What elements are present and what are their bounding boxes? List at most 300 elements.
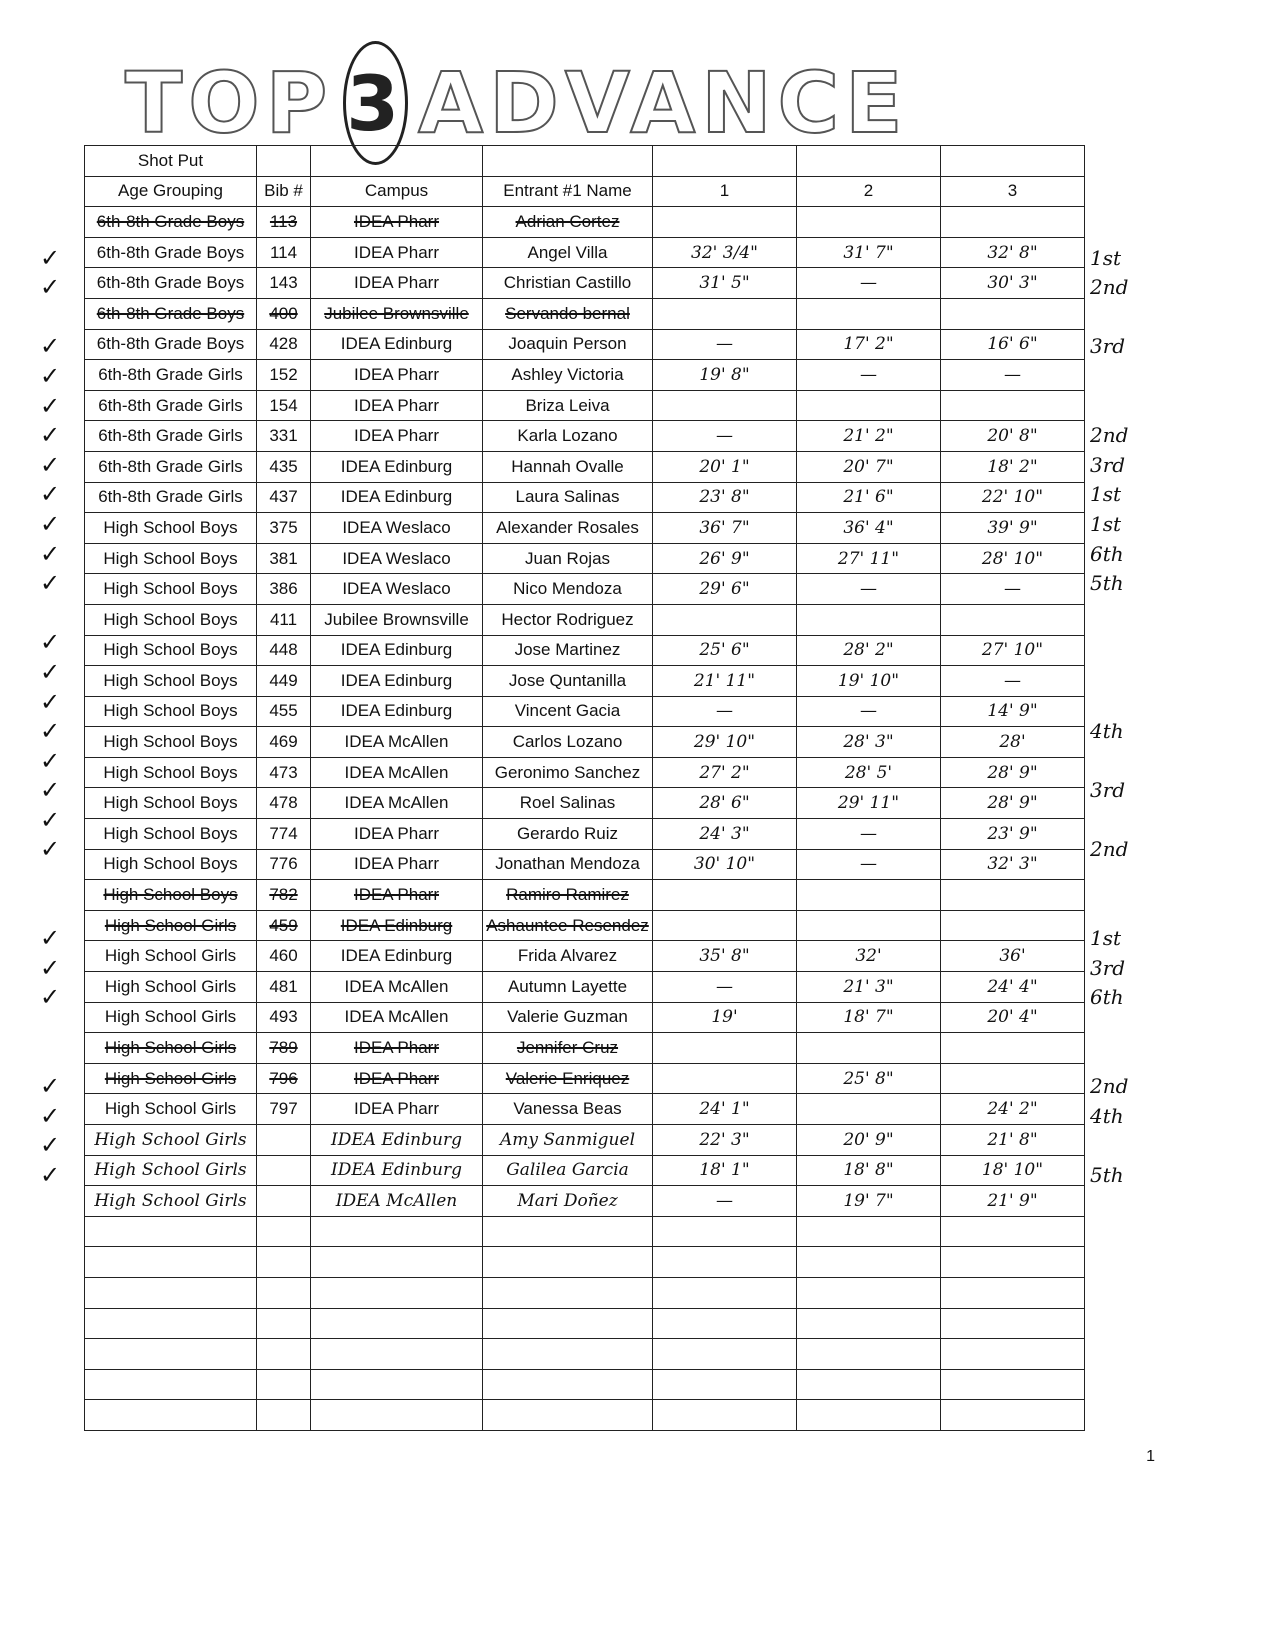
bib-cell: 381 <box>257 543 311 574</box>
bib-cell: 113 <box>257 207 311 238</box>
entrant-name-cell: Nico Mendoza <box>483 574 653 605</box>
check-mark <box>40 1043 80 1073</box>
attempt-1-cell: 29' 6" <box>653 574 797 605</box>
attempt-2-cell <box>797 880 941 911</box>
check-mark: ✓ <box>40 569 61 598</box>
placement-note: 6th <box>1090 985 1124 1010</box>
table-row <box>85 910 1085 941</box>
bib-cell: 796 <box>257 1063 311 1094</box>
bib-cell: 481 <box>257 972 311 1003</box>
attempt-1-cell: 36' 7" <box>653 513 797 544</box>
bib-cell: 789 <box>257 1033 311 1064</box>
banner-advance: ADVANCE <box>418 54 909 152</box>
bib-cell: 435 <box>257 451 311 482</box>
table-row <box>85 482 1085 513</box>
entrant-name-cell: Autumn Layette <box>483 972 653 1003</box>
attempt-2-cell: — <box>797 574 941 605</box>
table-row <box>85 788 1085 819</box>
age-grouping-cell: High School Boys <box>85 849 257 880</box>
attempt-2-cell: 17' 2" <box>797 329 941 360</box>
attempt-3-cell: — <box>941 574 1085 605</box>
age-grouping-cell: High School Girls <box>85 1155 257 1186</box>
attempt-3-cell: 39' 9" <box>941 513 1085 544</box>
bib-cell: 782 <box>257 880 311 911</box>
table-row <box>85 1063 1085 1094</box>
bib-cell: 469 <box>257 727 311 758</box>
age-grouping-cell: 6th-8th Grade Girls <box>85 421 257 452</box>
attempt-2-cell: 20' 7" <box>797 451 941 482</box>
banner-circled-number: 3 <box>343 41 408 165</box>
table-row <box>85 451 1085 482</box>
entrant-name-cell: Briza Leiva <box>483 390 653 421</box>
attempt-3-cell: 21' 8" <box>941 1125 1085 1156</box>
placement-note: 4th <box>1090 719 1124 744</box>
bib-cell: 437 <box>257 482 311 513</box>
banner-top: TOP <box>125 54 334 152</box>
campus-cell: IDEA Pharr <box>311 237 483 268</box>
header-campus: Campus <box>311 176 483 207</box>
check-mark: ✓ <box>40 243 61 272</box>
attempt-1-cell <box>653 880 797 911</box>
entrant-name-cell: Ramiro Ramirez <box>483 880 653 911</box>
attempt-2-cell: 31' 7" <box>797 237 941 268</box>
check-mark: ✓ <box>40 273 61 302</box>
attempt-1-cell <box>653 1063 797 1094</box>
bib-cell: 400 <box>257 298 311 329</box>
attempt-3-cell: 32' 3" <box>941 849 1085 880</box>
attempt-3-cell <box>941 1033 1085 1064</box>
bib-cell: 386 <box>257 574 311 605</box>
attempt-3-cell: 28' 9" <box>941 757 1085 788</box>
attempt-1-cell: 20' 1" <box>653 451 797 482</box>
entrant-name-cell: Jonathan Mendoza <box>483 849 653 880</box>
age-grouping-cell: High School Girls <box>85 910 257 941</box>
table-row <box>85 421 1085 452</box>
attempt-1-cell: 18' 1" <box>653 1155 797 1186</box>
attempt-2-cell <box>797 1033 941 1064</box>
bib-cell: 797 <box>257 1094 311 1125</box>
check-mark: ✓ <box>40 450 61 479</box>
empty-row <box>85 1369 1085 1400</box>
attempt-2-cell <box>797 604 941 635</box>
check-mark: ✓ <box>40 776 61 805</box>
attempt-3-cell: 20' 4" <box>941 1002 1085 1033</box>
entrant-name-cell: Joaquin Person <box>483 329 653 360</box>
campus-cell: IDEA Edinburg <box>311 1125 483 1156</box>
attempt-2-cell: 18' 7" <box>797 1002 941 1033</box>
age-grouping-cell: High School Girls <box>85 972 257 1003</box>
page-number: 1 <box>1146 1448 1155 1465</box>
age-grouping-cell: High School Boys <box>85 666 257 697</box>
placement-note: 3rd <box>1090 452 1126 477</box>
attempt-1-cell: 24' 1" <box>653 1094 797 1125</box>
bib-cell: 460 <box>257 941 311 972</box>
age-grouping-cell: High School Boys <box>85 757 257 788</box>
attempt-1-cell <box>653 298 797 329</box>
empty-row <box>85 1216 1085 1247</box>
entrant-name-cell: Geronimo Sanchez <box>483 757 653 788</box>
placement-note: 2nd <box>1090 837 1129 862</box>
campus-cell: IDEA Pharr <box>311 421 483 452</box>
attempt-3-cell: 20' 8" <box>941 421 1085 452</box>
attempt-3-cell: 18' 10" <box>941 1155 1085 1186</box>
attempt-1-cell: 21' 11" <box>653 666 797 697</box>
bib-cell <box>257 1155 311 1186</box>
attempt-1-cell: — <box>653 421 797 452</box>
campus-cell: IDEA McAllen <box>311 727 483 758</box>
placement-note: 5th <box>1090 1163 1124 1187</box>
bib-cell: 428 <box>257 329 311 360</box>
entrant-name-cell: Jose Martinez <box>483 635 653 666</box>
entrant-name-cell: Gerardo Ruiz <box>483 819 653 850</box>
table-row <box>85 1033 1085 1064</box>
campus-cell: IDEA Edinburg <box>311 482 483 513</box>
placement-note: 1st <box>1090 245 1122 270</box>
attempt-1-cell: 29' 10" <box>653 727 797 758</box>
placement-note: 1st <box>1090 511 1122 536</box>
campus-cell: IDEA Edinburg <box>311 941 483 972</box>
table-row <box>85 757 1085 788</box>
attempt-3-cell <box>941 910 1085 941</box>
table-row <box>85 268 1085 299</box>
table-row <box>85 1186 1085 1217</box>
attempt-2-cell: 36' 4" <box>797 513 941 544</box>
campus-cell: IDEA Edinburg <box>311 1155 483 1186</box>
bib-cell: 411 <box>257 604 311 635</box>
bib-cell: 331 <box>257 421 311 452</box>
age-grouping-cell: 6th-8th Grade Boys <box>85 268 257 299</box>
campus-cell: IDEA Weslaco <box>311 574 483 605</box>
placement-note: 6th <box>1090 541 1124 566</box>
entrant-name-cell: Ashley Victoria <box>483 360 653 391</box>
attempt-1-cell: 35' 8" <box>653 941 797 972</box>
campus-cell: IDEA Weslaco <box>311 513 483 544</box>
placement-note <box>1090 688 1180 718</box>
table-row <box>85 237 1085 268</box>
table-row <box>85 1094 1085 1125</box>
check-mark <box>40 599 80 629</box>
check-mark: ✓ <box>40 657 61 686</box>
attempt-2-cell: — <box>797 849 941 880</box>
age-grouping-cell: High School Boys <box>85 635 257 666</box>
attempt-1-cell: 24' 3" <box>653 819 797 850</box>
placement-note <box>1090 628 1180 658</box>
campus-cell: IDEA Edinburg <box>311 451 483 482</box>
age-grouping-cell: 6th-8th Grade Boys <box>85 207 257 238</box>
check-mark: ✓ <box>40 835 61 864</box>
check-mark: ✓ <box>40 421 61 450</box>
check-mark: ✓ <box>40 687 61 716</box>
attempt-1-cell: 31' 5" <box>653 268 797 299</box>
check-mark: ✓ <box>40 332 61 361</box>
age-grouping-cell: High School Girls <box>85 941 257 972</box>
table-row <box>85 880 1085 911</box>
table-row <box>85 329 1085 360</box>
age-grouping-cell: 6th-8th Grade Girls <box>85 390 257 421</box>
entrant-name-cell: Alexander Rosales <box>483 513 653 544</box>
entrant-name-cell: Amy Sanmiguel <box>483 1125 653 1156</box>
entrant-name-cell: Hannah Ovalle <box>483 451 653 482</box>
age-grouping-cell: High School Boys <box>85 819 257 850</box>
attempt-3-cell: 23' 9" <box>941 819 1085 850</box>
attempt-2-cell: 19' 10" <box>797 666 941 697</box>
check-mark <box>40 865 80 895</box>
placement-note <box>1090 214 1180 244</box>
age-grouping-cell: 6th-8th Grade Girls <box>85 360 257 391</box>
attempt-1-cell: 28' 6" <box>653 788 797 819</box>
attempt-1-cell <box>653 390 797 421</box>
event-title: Shot Put <box>85 146 257 177</box>
attempt-1-cell <box>653 910 797 941</box>
attempt-1-cell: 25' 6" <box>653 635 797 666</box>
entrant-name-cell: Karla Lozano <box>483 421 653 452</box>
attempt-1-cell: 19' <box>653 1002 797 1033</box>
check-mark: ✓ <box>40 1101 61 1130</box>
campus-cell: IDEA Pharr <box>311 1063 483 1094</box>
placement-note: 2nd <box>1090 1074 1129 1099</box>
entrant-name-cell: Jose Quntanilla <box>483 666 653 697</box>
campus-cell: IDEA McAllen <box>311 788 483 819</box>
attempt-3-cell <box>941 1063 1085 1094</box>
attempt-2-cell <box>797 298 941 329</box>
attempt-3-cell: 21' 9" <box>941 1186 1085 1217</box>
attempt-2-cell: 27' 11" <box>797 543 941 574</box>
age-grouping-cell: High School Girls <box>85 1063 257 1094</box>
attempt-1-cell <box>653 207 797 238</box>
attempt-1-cell: — <box>653 972 797 1003</box>
entrant-name-cell: Valerie Guzman <box>483 1002 653 1033</box>
entrant-name-cell: Hector Rodriguez <box>483 604 653 635</box>
placement-note <box>1090 392 1180 422</box>
table-row <box>85 574 1085 605</box>
age-grouping-cell: High School Boys <box>85 696 257 727</box>
header-bib: Bib # <box>257 176 311 207</box>
attempt-2-cell: 28' 3" <box>797 727 941 758</box>
attempt-3-cell <box>941 207 1085 238</box>
check-mark <box>40 214 80 244</box>
entrant-name-cell: Angel Villa <box>483 237 653 268</box>
check-mark: ✓ <box>40 1131 61 1160</box>
attempt-3-cell: 28' <box>941 727 1085 758</box>
campus-cell: IDEA Pharr <box>311 268 483 299</box>
table-row <box>85 972 1085 1003</box>
age-grouping-cell: High School Boys <box>85 574 257 605</box>
campus-cell: Jubilee Brownsville <box>311 298 483 329</box>
campus-cell: IDEA Pharr <box>311 849 483 880</box>
top-3-advance-banner <box>125 48 909 158</box>
campus-cell: IDEA Edinburg <box>311 910 483 941</box>
table-row <box>85 635 1085 666</box>
check-mark <box>40 895 80 925</box>
attempt-3-cell: 22' 10" <box>941 482 1085 513</box>
check-mark: ✓ <box>40 1072 61 1101</box>
header-attempt-2: 2 <box>797 176 941 207</box>
table-row <box>85 1002 1085 1033</box>
attempt-1-cell: 26' 9" <box>653 543 797 574</box>
attempt-2-cell <box>797 1094 941 1125</box>
check-mark: ✓ <box>40 539 61 568</box>
check-mark: ✓ <box>40 1161 61 1189</box>
attempt-3-cell: 18' 2" <box>941 451 1085 482</box>
placement-note <box>1090 1131 1180 1161</box>
age-grouping-cell: High School Boys <box>85 788 257 819</box>
placement-note: 3rd <box>1090 778 1126 803</box>
attempt-1-cell: — <box>653 329 797 360</box>
table-row <box>85 1155 1085 1186</box>
campus-cell: IDEA McAllen <box>311 1186 483 1217</box>
bib-cell: 493 <box>257 1002 311 1033</box>
attempt-1-cell <box>653 1033 797 1064</box>
age-grouping-cell: High School Boys <box>85 543 257 574</box>
age-grouping-cell: 6th-8th Grade Girls <box>85 482 257 513</box>
campus-cell: IDEA Pharr <box>311 360 483 391</box>
placement-note <box>1090 599 1180 629</box>
bib-cell: 143 <box>257 268 311 299</box>
entrant-name-cell: Roel Salinas <box>483 788 653 819</box>
placement-note <box>1090 658 1180 688</box>
campus-cell: IDEA Pharr <box>311 1033 483 1064</box>
empty-row <box>85 1308 1085 1339</box>
attempt-3-cell <box>941 390 1085 421</box>
placement-column <box>1090 214 1180 1191</box>
attempt-1-cell: 19' 8" <box>653 360 797 391</box>
attempt-3-cell: 28' 10" <box>941 543 1085 574</box>
attempt-1-cell: 22' 3" <box>653 1125 797 1156</box>
entrant-name-cell: Carlos Lozano <box>483 727 653 758</box>
placement-note <box>1090 806 1180 836</box>
table-row <box>85 1125 1085 1156</box>
placement-note: 1st <box>1090 482 1122 507</box>
campus-cell: IDEA Edinburg <box>311 696 483 727</box>
header-attempt-1: 1 <box>653 176 797 207</box>
attempt-2-cell: 21' 2" <box>797 421 941 452</box>
campus-cell: IDEA Pharr <box>311 880 483 911</box>
empty-row <box>85 1277 1085 1308</box>
attempt-3-cell: 16' 6" <box>941 329 1085 360</box>
attempt-3-cell: 24' 2" <box>941 1094 1085 1125</box>
placement-note: 2nd <box>1090 275 1129 300</box>
campus-cell: IDEA McAllen <box>311 757 483 788</box>
check-mark: ✓ <box>40 953 61 982</box>
campus-cell: IDEA Pharr <box>311 207 483 238</box>
attempt-1-cell: 32' 3/4" <box>653 237 797 268</box>
attempt-2-cell <box>797 390 941 421</box>
attempt-3-cell: 14' 9" <box>941 696 1085 727</box>
table-row <box>85 543 1085 574</box>
attempt-3-cell: 28' 9" <box>941 788 1085 819</box>
age-grouping-cell: 6th-8th Grade Boys <box>85 298 257 329</box>
results-sheet <box>84 145 1084 1431</box>
check-mark: ✓ <box>40 480 61 509</box>
entrant-name-cell: Vincent Gacia <box>483 696 653 727</box>
attempt-2-cell: — <box>797 360 941 391</box>
age-grouping-cell: High School Girls <box>85 1125 257 1156</box>
campus-cell: IDEA Edinburg <box>311 666 483 697</box>
age-grouping-cell: 6th-8th Grade Boys <box>85 329 257 360</box>
attempt-3-cell: 30' 3" <box>941 268 1085 299</box>
table-row <box>85 849 1085 880</box>
bib-cell: 776 <box>257 849 311 880</box>
attempt-3-cell: 24' 4" <box>941 972 1085 1003</box>
age-grouping-cell: High School Boys <box>85 727 257 758</box>
attempt-2-cell: 28' 2" <box>797 635 941 666</box>
attempt-3-cell: — <box>941 666 1085 697</box>
placement-note <box>1090 1043 1180 1073</box>
bib-cell <box>257 1125 311 1156</box>
attempt-1-cell: 23' 8" <box>653 482 797 513</box>
table-row <box>85 360 1085 391</box>
attempt-2-cell: 21' 6" <box>797 482 941 513</box>
attempt-2-cell: 32' <box>797 941 941 972</box>
table-row <box>85 666 1085 697</box>
attempt-2-cell: 18' 8" <box>797 1155 941 1186</box>
placement-note <box>1090 1013 1180 1043</box>
check-mark: ✓ <box>40 924 61 953</box>
attempt-2-cell: — <box>797 268 941 299</box>
placement-note <box>1090 865 1180 895</box>
bib-cell: 375 <box>257 513 311 544</box>
entrant-name-cell: Juan Rojas <box>483 543 653 574</box>
attempt-2-cell: 29' 11" <box>797 788 941 819</box>
entrant-name-cell: Mari Doñez <box>483 1186 653 1217</box>
attempt-1-cell: 30' 10" <box>653 849 797 880</box>
attempt-2-cell <box>797 910 941 941</box>
check-mark <box>40 1013 80 1043</box>
placement-note: 3rd <box>1090 955 1126 980</box>
empty-row <box>85 1400 1085 1431</box>
entrant-name-cell: Frida Alvarez <box>483 941 653 972</box>
bib-cell: 154 <box>257 390 311 421</box>
entrant-name-cell: Vanessa Beas <box>483 1094 653 1125</box>
campus-cell: IDEA McAllen <box>311 1002 483 1033</box>
shot-put-table <box>84 145 1085 1431</box>
bib-cell: 473 <box>257 757 311 788</box>
attempt-2-cell <box>797 207 941 238</box>
attempt-3-cell <box>941 298 1085 329</box>
campus-cell: IDEA Weslaco <box>311 543 483 574</box>
table-row <box>85 390 1085 421</box>
check-mark: ✓ <box>40 746 61 775</box>
header-age-grouping: Age Grouping <box>85 176 257 207</box>
attempt-3-cell: 36' <box>941 941 1085 972</box>
campus-cell: Jubilee Brownsville <box>311 604 483 635</box>
placement-note <box>1090 362 1180 392</box>
entrant-name-cell: Jennifer Cruz <box>483 1033 653 1064</box>
check-mark: ✓ <box>40 391 61 420</box>
age-grouping-cell: 6th-8th Grade Girls <box>85 451 257 482</box>
age-grouping-cell: High School Boys <box>85 880 257 911</box>
check-mark-column <box>40 214 80 1191</box>
attempt-1-cell: — <box>653 1186 797 1217</box>
table-row <box>85 941 1085 972</box>
attempt-2-cell: 20' 9" <box>797 1125 941 1156</box>
campus-cell: IDEA Edinburg <box>311 635 483 666</box>
age-grouping-cell: 6th-8th Grade Boys <box>85 237 257 268</box>
empty-row <box>85 1247 1085 1278</box>
campus-cell: IDEA Pharr <box>311 819 483 850</box>
header-attempt-3: 3 <box>941 176 1085 207</box>
bib-cell: 448 <box>257 635 311 666</box>
results-body <box>85 207 1085 1431</box>
campus-cell: IDEA Pharr <box>311 390 483 421</box>
attempt-2-cell: 19' 7" <box>797 1186 941 1217</box>
placement-note: 4th <box>1090 1103 1124 1128</box>
check-mark: ✓ <box>40 805 61 834</box>
placement-note <box>1090 747 1180 777</box>
attempt-1-cell <box>653 604 797 635</box>
attempt-3-cell <box>941 880 1085 911</box>
table-row <box>85 298 1085 329</box>
